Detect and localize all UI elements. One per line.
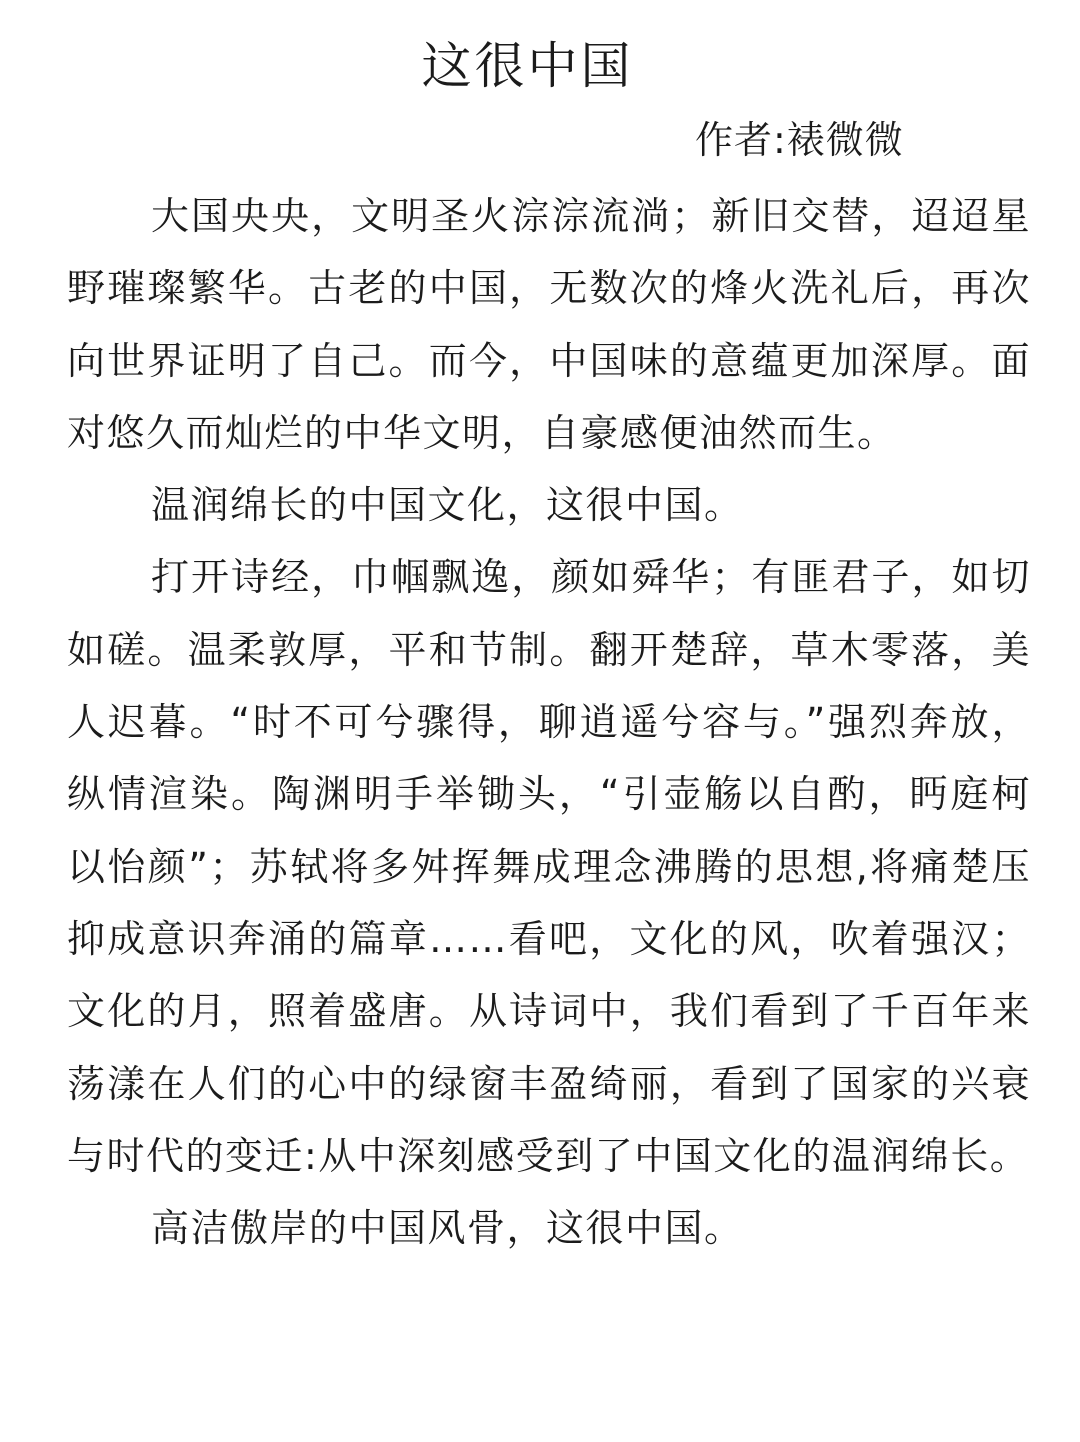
paragraph-character-heading: 高洁傲岸的中国风骨，这很中国。 xyxy=(151,1206,744,1251)
paragraph-culture-heading: 温润绵长的中国文化，这很中国。 xyxy=(151,483,744,528)
paragraph-intro: 大国央央，文明圣火淙淙流淌；新旧交替，迢迢星野璀璨繁华。古老的中国，无数次的烽火洗礼后，再次向世界证明了自己。而今，中国味的意蕴更加深厚。面对悠久而灿烂的中华文明，自豪感便油然而生。 xyxy=(67,194,1031,455)
article-author: 作者:裱微微 xyxy=(695,118,904,162)
article-body xyxy=(67,180,1031,1264)
paragraph-poetry: 打开诗经，巾帼飘逸，颜如舜华；有匪君子，如切如磋。温柔敦厚，平和节制。翻开楚辞，草木零落，美人迟暮。“时不可兮骤得，聊逍遥兮容与。”强烈奔放，纵情渲染。陶渊明手举锄头，“引壶觞以自酌，眄庭柯以怡颜”；苏轼将多舛挥舞成理念沸腾的思想,将痛楚压抑成意识奔涌的篇章……看吧，文化的风，吹着强汉；文化的月，照着盛唐。从诗词中，我们看到了千百年来荡漾在人们的心中的绿窗丰盈绮丽，看到了国家的兴衰与时代的变迁:从中深刻感受到了中国文化的温润绵长。 xyxy=(67,555,1031,1178)
article-title: 这很中国 xyxy=(421,37,634,95)
